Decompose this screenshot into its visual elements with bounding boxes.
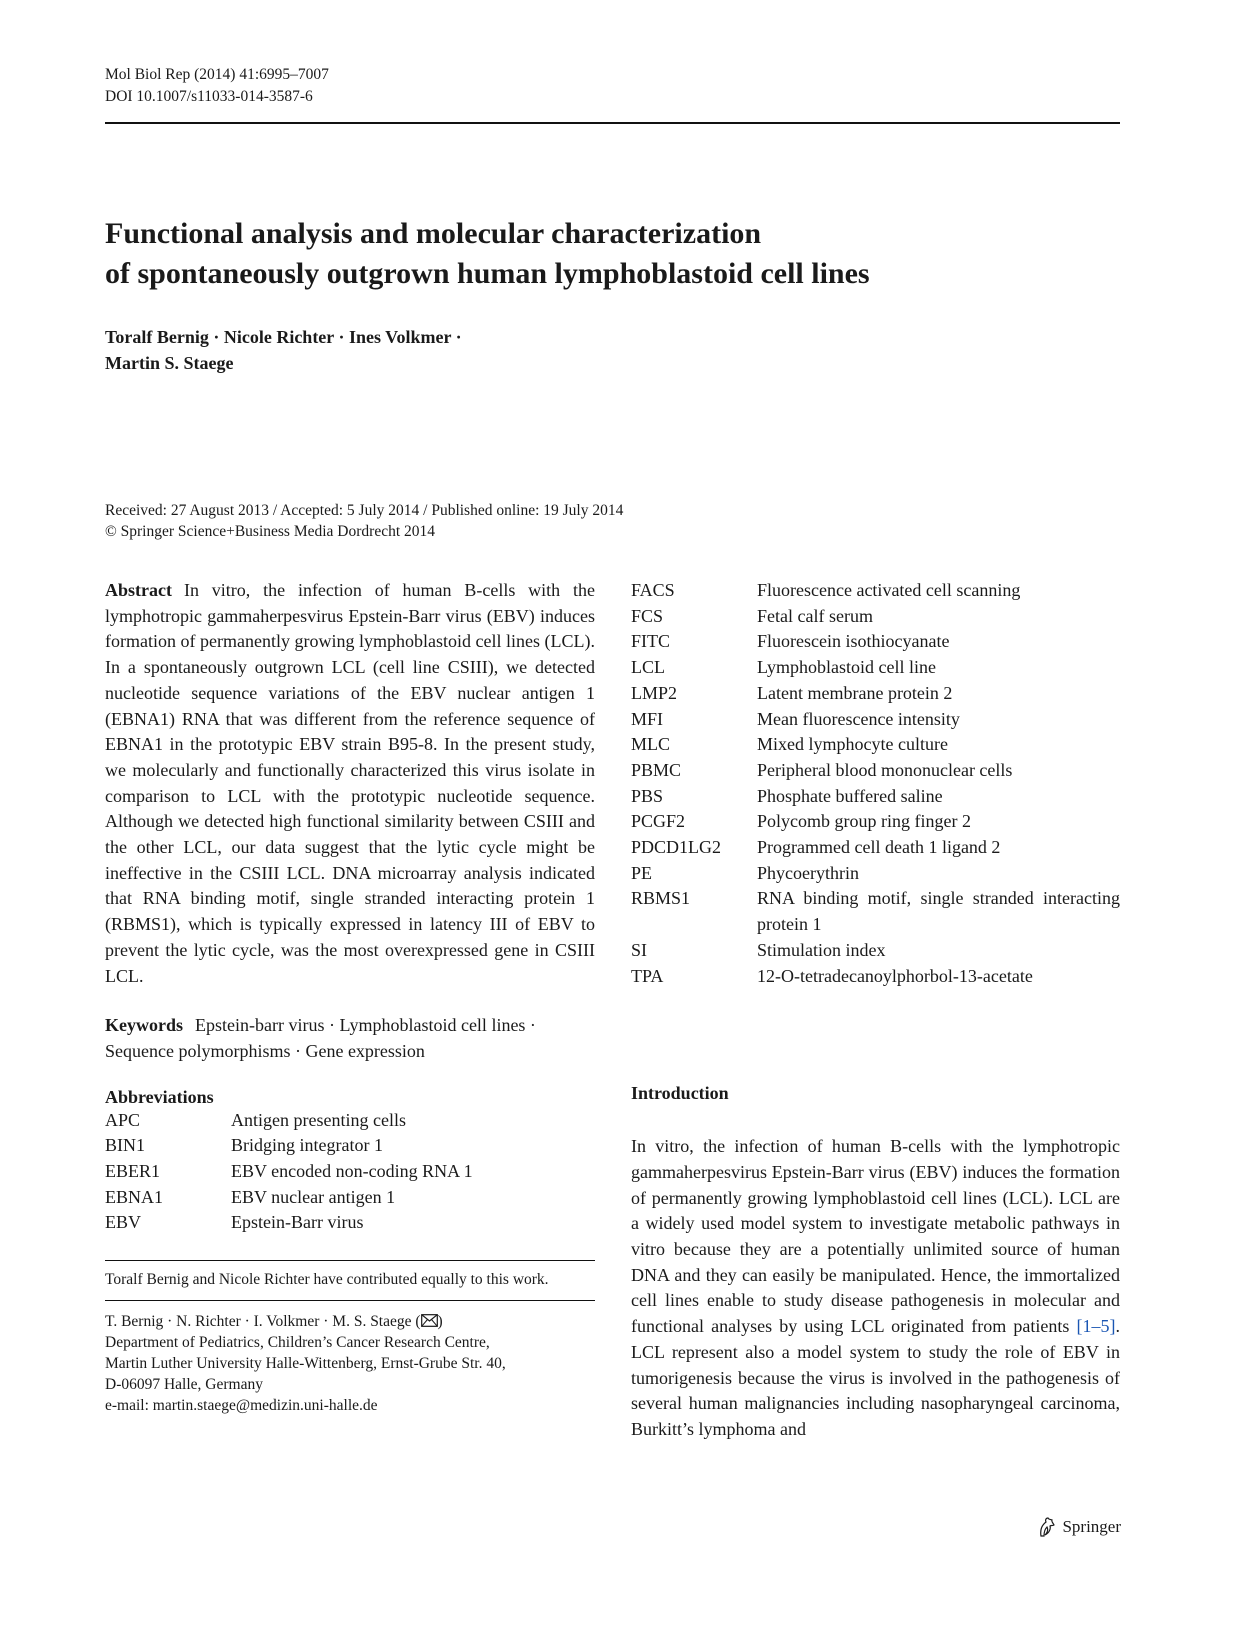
abbreviation-term: EBNA1 (105, 1186, 163, 1207)
affiliation-authors-end: ) (437, 1313, 443, 1331)
abbreviation-term: RBMS1 (631, 888, 691, 909)
cite-ref-1[interactable]: 1 (1082, 1316, 1092, 1337)
cite-close: ] (1109, 1316, 1116, 1337)
abbreviation-term: PBMC (631, 759, 682, 780)
abbreviation-definition: Peripheral blood mononuclear cells (757, 759, 1013, 780)
abbreviation-definition: Epstein-Barr virus (231, 1212, 364, 1233)
abbreviation-term: PBS (631, 785, 664, 806)
author-list (105, 324, 462, 376)
affiliation-authors (105, 1311, 595, 1332)
journal-header (105, 64, 329, 108)
abbreviation-term: FCS (631, 605, 664, 626)
cite-dash: – (1091, 1316, 1101, 1337)
affiliation-line-2: Martin Luther University Halle-Wittenberg, Ernst-Grube Str. 40, (105, 1355, 506, 1373)
abbreviation-definition: Lymphoblastoid cell line (757, 657, 936, 678)
keywords-label: Keywords (105, 1015, 183, 1036)
intro-text-part-1: In vitro, the infection of human B-cells with the lymphotropic gammaherpesvirus Epstein-Barr virus (EBV) induces the formation of permanently growing lymphoblastoid cell lines (LCL). LCL are a widely used model system to investigate metabolic pathways in vitro because they are a potentially unlimited source of human DNA and they can easily be manipulated. Hence, the immortalized cell lines enable to study disease pathogenesis in molecular and functional analyses by using LCL originated from patients (631, 1136, 1120, 1337)
cite-open: [ (1076, 1316, 1083, 1337)
footnote-rule (105, 1260, 595, 1261)
abbreviation-term: MFI (631, 708, 664, 729)
abbreviation-definition: Programmed cell death 1 ligand 2 (757, 837, 1001, 858)
abbreviation-term: FITC (631, 631, 671, 652)
abbreviation-term: EBER1 (105, 1161, 161, 1182)
intro-text-part-2: . LCL represent also a model system to study the role of EBV in tumorigenesis because the virus is involved in the pathogenesis of several human malignancies including nasopharyngeal carcinoma, Burkitt’s lymphoma and (631, 1316, 1120, 1439)
abbreviation-definition: Fetal calf serum (757, 605, 873, 626)
abbreviation-term: MLC (631, 734, 671, 755)
abbreviation-row (631, 758, 1120, 784)
abstract-text: In vitro, the infection of human B-cells with the lymphotropic gammaherpesvirus Epstein-Barr virus (EBV) induces formation of permanently growing lymphoblastoid cell lines (LCL). In a spontaneously outgrown LCL (cell line CSIII), we detected nucleotide sequence variations of the EBV nuclear antigen 1 (EBNA1) RNA that was different from the reference sequence of EBNA1 in the prototypic EBV strain B95-8. In the present study, we molecularly and functionally characterized this virus isolate in comparison to LCL with the prototypic nucleotide sequence. Although we detected high functional similarity between CSIII and the other LCL, our data suggest that the lytic cycle might be ineffective in the CSIII LCL. DNA microarray analysis indicated that RNA binding motif, single stranded interacting protein 1 (RBMS1), which is typically expressed in latency III of EBV to prevent the lytic cycle, was the most overexpressed gene in CSIII LCL. (105, 580, 595, 986)
abstract-label: Abstract (105, 580, 172, 600)
abbreviation-definition: Bridging integrator 1 (231, 1135, 383, 1156)
envelope-icon (421, 1314, 438, 1327)
abbreviation-row (631, 964, 1120, 990)
abbreviation-term: SI (631, 939, 648, 960)
abbreviation-row (631, 732, 1120, 758)
publisher-logo (1036, 1516, 1121, 1538)
abbreviation-term: APC (105, 1109, 141, 1130)
doi: DOI 10.1007/s11033-014-3587-6 (105, 88, 313, 105)
abbreviation-row (631, 655, 1120, 681)
abbreviation-term: PE (631, 862, 653, 883)
abbreviations-heading: Abbreviations (105, 1086, 214, 1107)
publisher-name: Springer (1062, 1517, 1121, 1536)
authors-line-1: Toralf Bernig · Nicole Richter · Ines Volkmer · (105, 327, 462, 347)
springer-horse-icon (1036, 1516, 1058, 1538)
keywords (105, 1013, 595, 1064)
dates-line: Received: 27 August 2013 / Accepted: 5 July 2014 / Published online: 19 July 2014 (105, 502, 624, 519)
left-column (105, 578, 595, 1416)
abbreviation-row (105, 1185, 473, 1211)
abbreviation-definition: Phosphate buffered saline (757, 785, 943, 806)
abbreviation-definition: Latent membrane protein 2 (757, 682, 953, 703)
title-line-2: of spontaneously outgrown human lymphoblastoid cell lines (105, 257, 870, 290)
abbreviation-definition: Fluorescence activated cell scanning (757, 580, 1021, 600)
header-rule (105, 122, 1120, 124)
abbreviation-row (105, 1133, 473, 1159)
abbreviations-table-right (631, 578, 1120, 989)
paper-title (105, 214, 1105, 294)
title-line-1: Functional analysis and molecular characterization (105, 217, 762, 250)
abbreviation-row (631, 938, 1120, 964)
authors-line-2: Martin S. Staege (105, 353, 234, 373)
abbreviation-row (631, 707, 1120, 733)
abbreviation-term: LCL (631, 657, 665, 678)
keywords-text: Epstein-barr virus · Lymphoblastoid cell lines · Sequence polymorphisms · Gene expression (105, 1015, 536, 1061)
abbreviation-term: LMP2 (631, 682, 678, 703)
abbreviation-row (105, 1210, 473, 1236)
affiliation-authors-text: T. Bernig · N. Richter · I. Volkmer · M. S. Staege ( (105, 1313, 421, 1331)
citation-link[interactable] (1077, 1316, 1116, 1336)
abbreviation-definition: 12-O-tetradecanoylphorbol-13-acetate (757, 965, 1033, 986)
affiliation-line-1: Department of Pediatrics, Children’s Cancer Research Centre, (105, 1334, 490, 1352)
abbreviation-definition: RNA binding motif, single stranded interacting protein 1 (757, 888, 1120, 935)
email-link[interactable]: e-mail: martin.staege@medizin.uni-halle.de (105, 1397, 378, 1415)
footnote-rule-2 (105, 1300, 595, 1301)
abbreviation-row (631, 835, 1120, 861)
abbreviation-definition: Mean fluorescence intensity (757, 708, 960, 729)
abbreviations-table-left (105, 1108, 473, 1237)
cite-ref-5[interactable]: 5 (1100, 1316, 1110, 1337)
journal-citation: Mol Biol Rep (2014) 41:6995–7007 (105, 66, 329, 83)
abbreviation-term: FACS (631, 580, 675, 600)
introduction-heading: Introduction (631, 1083, 729, 1104)
abbreviation-definition: Polycomb group ring finger 2 (757, 811, 971, 832)
abstract (105, 578, 595, 989)
copyright-line: © Springer Science+Business Media Dordrecht 2014 (105, 523, 436, 540)
abbreviation-definition: Antigen presenting cells (231, 1109, 406, 1130)
abbreviation-row (631, 886, 1120, 937)
abbreviation-definition: EBV encoded non-coding RNA 1 (231, 1161, 473, 1182)
introduction-text (631, 1134, 1120, 1442)
abbreviation-definition: Stimulation index (757, 939, 886, 960)
abbreviation-row (631, 809, 1120, 835)
abbreviation-definition: Phycoerythrin (757, 862, 859, 883)
abbreviation-term: PCGF2 (631, 811, 686, 832)
abbreviation-row (105, 1108, 473, 1134)
abbreviation-row (631, 578, 1120, 604)
abbreviation-term: TPA (631, 965, 664, 986)
abbreviation-row (631, 861, 1120, 887)
abbreviation-row (631, 784, 1120, 810)
abbreviation-term: EBV (105, 1212, 141, 1233)
equal-contribution-note: Toralf Bernig and Nicole Richter have contributed equally to this work. (105, 1271, 549, 1289)
abbreviation-definition: Mixed lymphocyte culture (757, 734, 948, 755)
affiliation-block (105, 1311, 595, 1416)
abbreviation-row (631, 604, 1120, 630)
abbreviation-row (631, 629, 1120, 655)
affiliation-line-3: D-06097 Halle, Germany (105, 1376, 263, 1394)
abbreviation-row (631, 681, 1120, 707)
abbreviations-section (105, 1087, 595, 1237)
abbreviation-definition: EBV nuclear antigen 1 (231, 1186, 396, 1207)
abbreviation-term: BIN1 (105, 1135, 145, 1156)
publication-dates (105, 500, 623, 542)
abbreviation-term: PDCD1LG2 (631, 837, 722, 858)
abbreviation-definition: Fluorescein isothiocyanate (757, 631, 950, 652)
abbreviation-row (105, 1159, 473, 1185)
right-column (631, 578, 1120, 1443)
